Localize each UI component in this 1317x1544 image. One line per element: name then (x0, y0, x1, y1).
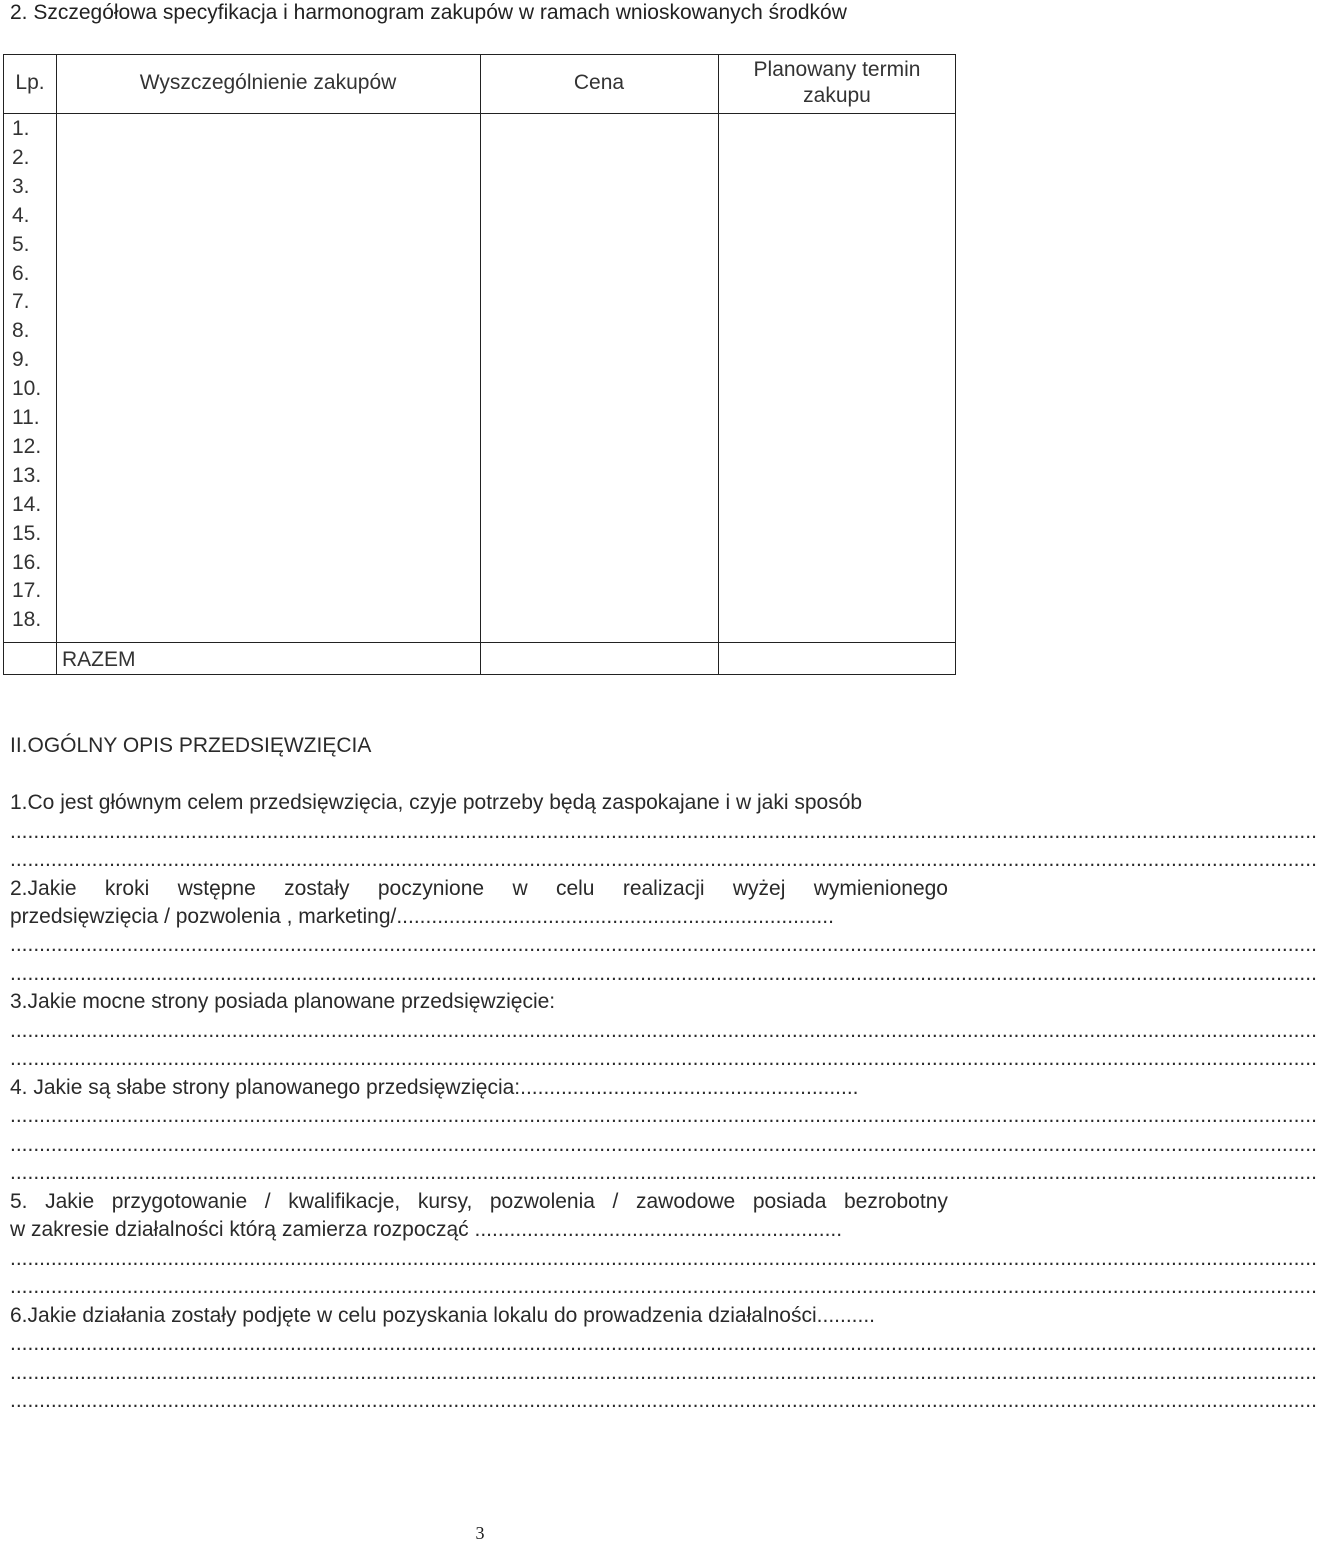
answer-line: ................................................................................................................................................................................................................................ (10, 1133, 1317, 1156)
header-divider (4, 113, 955, 114)
word: kursy, (417, 1190, 473, 1213)
total-divider (4, 642, 955, 643)
column-header-lp: Lp. (15, 71, 45, 94)
answer-line: ................................................................................................................................................................................................................................ (10, 1332, 1317, 1355)
word: pozwolenia (489, 1190, 595, 1213)
word: bezrobotny (843, 1190, 948, 1213)
column-divider (718, 55, 719, 674)
word: 2.Jakie (10, 877, 77, 900)
table-row-number: 18. (12, 608, 42, 632)
table-row-number: 4. (12, 203, 30, 227)
answer-line: ................................................................................................................................................................................................................................ (10, 1161, 1317, 1184)
table-row-number: 13. (12, 463, 42, 487)
answer-line: ................................................................................................................................................................................................................................ (10, 1389, 1317, 1412)
answer-line: ................................................................................................................................................................................................................................ (10, 1361, 1317, 1384)
question-3: 3.Jakie mocne strony posiada planowane przedsięwzięcie: (10, 990, 556, 1013)
table-row-number: 3. (12, 174, 30, 198)
question-6: 6.Jakie działania zostały podjęte w celu pozyskania lokalu do prowadzenia działalności.......... (10, 1304, 875, 1327)
page-number: 3 (475, 1523, 485, 1543)
table-row-number: 12. (12, 434, 42, 458)
question-5-line2: w zakresie działalności którą zamierza rozpocząć ............................................................... (10, 1218, 843, 1241)
word: kwalifikacje, (288, 1190, 401, 1213)
answer-line: ................................................................................................................................................................................................................................ (10, 1275, 1317, 1298)
column-header-date-line2: zakupu (803, 84, 871, 107)
word: przygotowanie (111, 1190, 248, 1213)
word: 5. (10, 1190, 28, 1213)
answer-line: ................................................................................................................................................................................................................................ (10, 1047, 1317, 1070)
table-row-number: 6. (12, 261, 30, 285)
word: / (264, 1190, 271, 1213)
column-header-date (718, 57, 956, 109)
section-heading: 2. Szczegółowa specyfikacja i harmonogram zakupów w ramach wnioskowanych środków (10, 1, 847, 24)
table-row-number: 1. (12, 117, 30, 140)
purchase-table (3, 54, 956, 675)
word: wymienionego (813, 877, 948, 900)
table-row-number: 11. (12, 406, 40, 429)
word: Jakie (45, 1190, 95, 1213)
answer-line: ................................................................................................................................................................................................................................ (10, 1247, 1317, 1270)
word: wstępne (177, 877, 256, 900)
answer-line: ................................................................................................................................................................................................................................ (10, 848, 1317, 871)
word: posiada (752, 1190, 827, 1213)
answer-line: ................................................................................................................................................................................................................................ (10, 820, 1317, 843)
question-1: 1.Co jest głównym celem przedsięwzięcia, czyje potrzeby będą zaspokajane i w jaki sposób (10, 791, 863, 814)
table-row-number: 8. (12, 319, 30, 343)
column-header-date-line1: Planowany termin (753, 58, 921, 81)
word: wyżej (732, 877, 786, 900)
question-2-line1 (10, 875, 948, 903)
question-5-line1 (10, 1188, 948, 1216)
word: kroki (104, 877, 150, 900)
table-row-number: 7. (12, 290, 30, 314)
word: zostały (284, 877, 350, 900)
column-divider (56, 55, 57, 674)
word: / (612, 1190, 619, 1213)
answer-line: ................................................................................................................................................................................................................................ (10, 1019, 1317, 1042)
answer-line: ................................................................................................................................................................................................................................ (10, 1104, 1317, 1127)
word: realizacji (622, 877, 705, 900)
table-row-number: 15. (12, 521, 42, 545)
question-2-line2: przedsięwzięcia / pozwolenia , marketing/........................................................................... (10, 905, 834, 928)
answer-line: ................................................................................................................................................................................................................................ (10, 962, 1317, 985)
table-row-number: 14. (12, 492, 42, 516)
word: celu (555, 877, 595, 900)
column-header-price: Cena (573, 71, 625, 94)
word: poczynione (377, 877, 485, 900)
answer-line: ................................................................................................................................................................................................................................ (10, 933, 1317, 956)
column-header-item: Wyszczególnienie zakupów (139, 71, 397, 94)
word: w (512, 877, 528, 900)
total-label: RAZEM (62, 648, 136, 671)
table-row-number: 17. (12, 579, 42, 603)
section-title: II.OGÓLNY OPIS PRZEDSIĘWZIĘCIA (10, 734, 372, 757)
table-row-number: 10. (12, 377, 42, 401)
column-divider (480, 55, 481, 674)
table-row-number: 5. (12, 232, 30, 256)
table-row-number: 2. (12, 145, 30, 169)
question-4: 4. Jakie są słabe strony planowanego przedsięwzięcia:.......................................................... (10, 1076, 859, 1099)
table-row-number: 9. (12, 348, 30, 372)
word: zawodowe (635, 1190, 736, 1213)
table-row-number: 16. (12, 550, 42, 574)
